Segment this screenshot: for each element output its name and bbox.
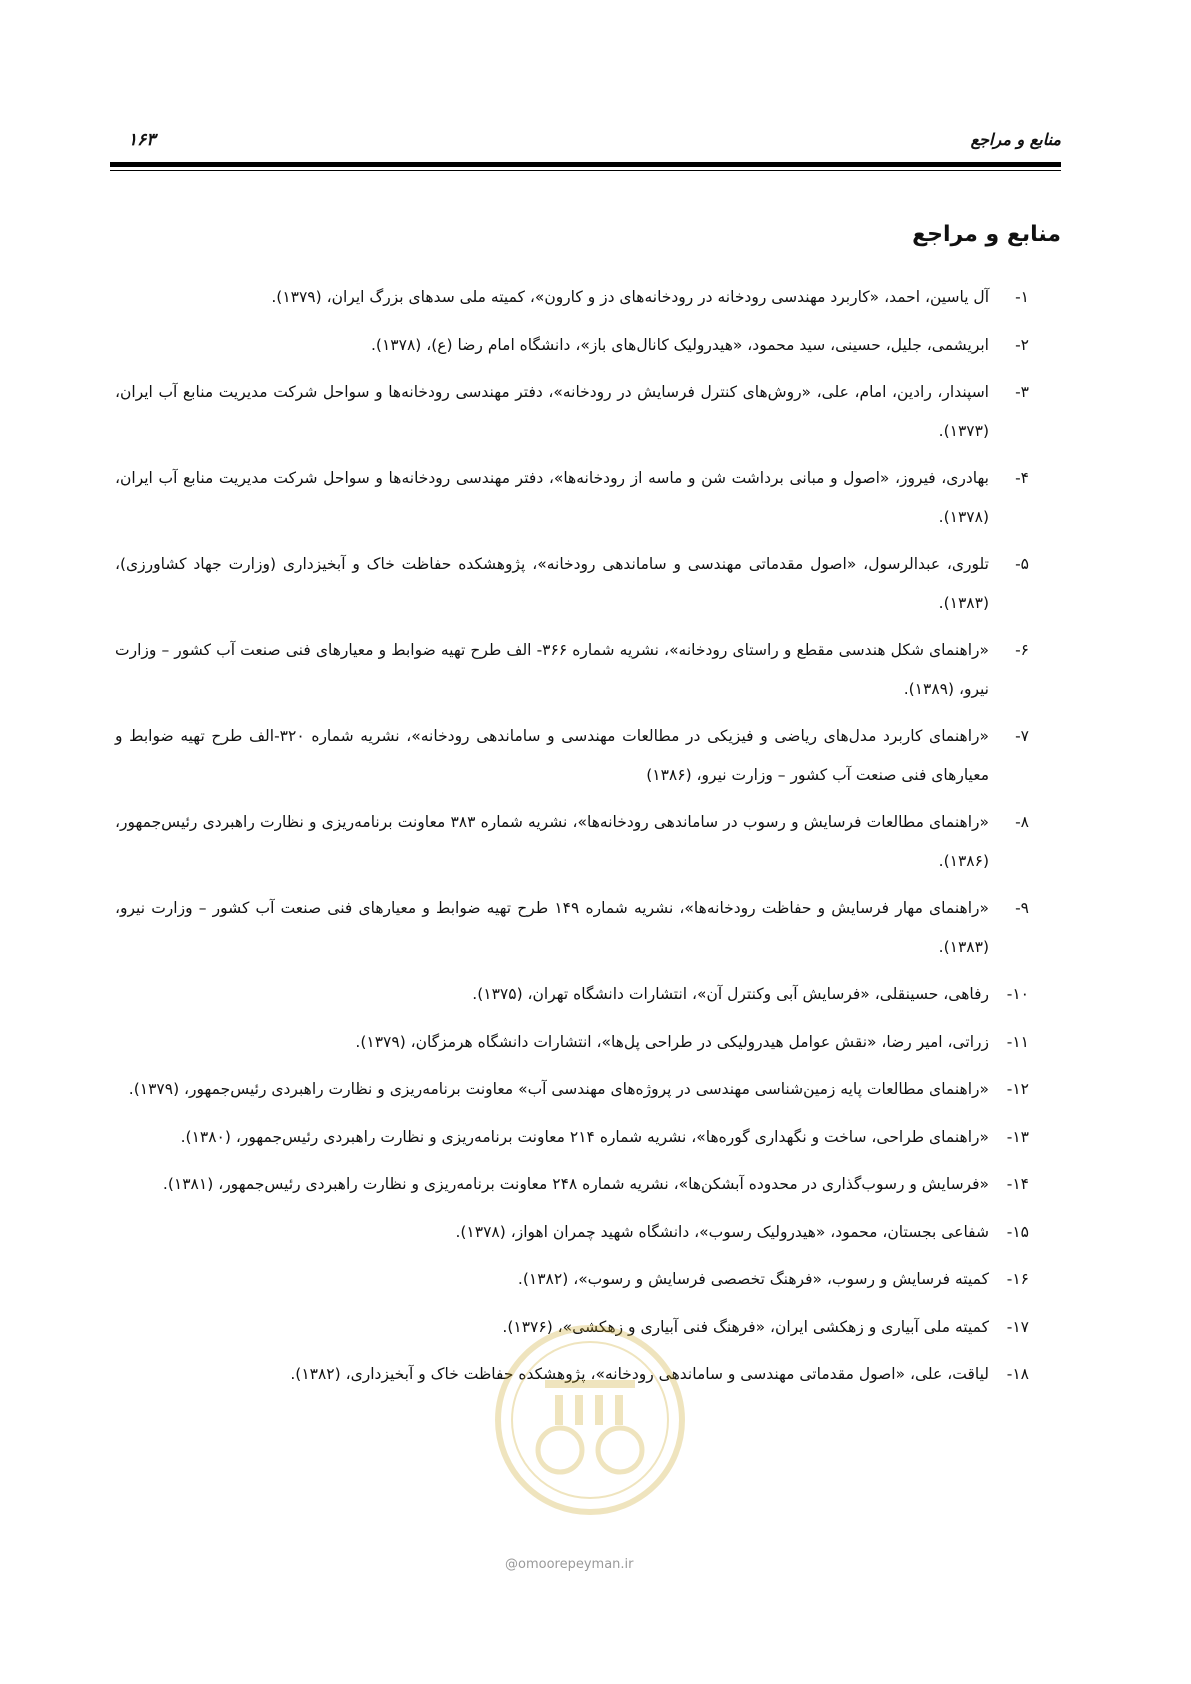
reference-number: ۵- xyxy=(1015,555,1029,573)
reference-number: ۱۷- xyxy=(1006,1317,1029,1336)
reference-text: لیاقت، علی، «اصول مقدماتی مهندسی و ساماندهی رودخانه»، پژوهشکده حفاظت خاک و آبخیزداری، (۱۳۸۲). xyxy=(290,1365,989,1383)
reference-text: ابریشمی، جلیل، حسینی، سید محمود، «هیدرولیک کانال‌های باز»، دانشگاه امام رضا (ع)، (۱۳۷۸). xyxy=(370,335,989,354)
reference-text: تلوری، عبدالرسول، «اصول مقدماتی مهندسی و ساماندهی رودخانه»، پژوهشکده حفاظت خاک و آبخیزداری (وزارت جهاد کشاورزی)، (۱۳۸۳). xyxy=(115,555,989,612)
reference-item xyxy=(115,803,1029,880)
reference-item xyxy=(115,1213,1029,1252)
reference-number: ۳- xyxy=(1015,383,1029,401)
reference-item xyxy=(115,717,1029,794)
reference-number: ۲- xyxy=(1015,335,1029,354)
reference-text: کمیته فرسایش و رسوب، «فرهنگ تخصصی فرسایش و رسوب»، (۱۳۸۲). xyxy=(517,1270,989,1288)
reference-number: ۶- xyxy=(1015,641,1029,659)
reference-text: زراتی، امیر رضا، «نقش عوامل هیدرولیکی در طراحی پل‌ها»، انتشارات دانشگاه هرمزگان، (۱۳۷۹). xyxy=(355,1032,989,1051)
reference-text: «راهنمای طراحی، ساخت و نگهداری گوره‌ها»، نشریه شماره ۲۱۴ معاونت برنامه‌ریزی و نظارت راهبردی رئیس‌جمهور، (۱۳۸۰). xyxy=(180,1127,989,1146)
reference-number: ۸- xyxy=(1015,813,1029,831)
reference-list xyxy=(115,278,1029,1403)
reference-item xyxy=(115,326,1029,365)
reference-item xyxy=(115,1260,1029,1299)
running-head: منابع و مراجع xyxy=(970,130,1061,149)
reference-number: ۱۵- xyxy=(1006,1222,1029,1241)
reference-text: «راهنمای مطالعات پایه زمین‌شناسی مهندسی در پروژه‌های مهندسی آب» معاونت برنامه‌ریزی و نظارت راهبردی رئیس‌جمهور، (۱۳۷۹). xyxy=(128,1080,989,1098)
reference-text: شفاعی بجستان، محمود، «هیدرولیک رسوب»، دانشگاه شهید چمران اهواز، (۱۳۷۸). xyxy=(455,1222,989,1241)
watermark-site: @omoorepeyman.ir xyxy=(505,1557,634,1572)
reference-item xyxy=(115,373,1029,450)
reference-number: ۹- xyxy=(1015,899,1029,917)
reference-text: اسپندار، رادین، امام، علی، «روش‌های کنترل فرسایش در رودخانه»، دفتر مهندسی رودخانه‌ها و سواحل شرکت مدیریت منابع آب ایران، (۱۳۷۳). xyxy=(115,383,989,440)
watermark-logo-icon xyxy=(490,1320,690,1520)
reference-item xyxy=(115,1118,1029,1157)
reference-number: ۴- xyxy=(1015,469,1029,487)
reference-item xyxy=(115,545,1029,622)
reference-text: رفاهی، حسینقلی، «فرسایش آبی وکنترل آن»، انتشارات دانشگاه تهران، (۱۳۷۵). xyxy=(472,985,989,1003)
reference-number: ۱۶- xyxy=(1006,1270,1029,1288)
page-number: ۱۶۳ xyxy=(128,130,156,150)
reference-item xyxy=(115,889,1029,966)
reference-text: بهادری، فیروز، «اصول و مبانی برداشت شن و ماسه از رودخانه‌ها»، دفتر مهندسی رودخانه‌ها و سواحل شرکت مدیریت منابع آب ایران، (۱۳۷۸). xyxy=(115,469,989,526)
header-rule-thick xyxy=(110,162,1061,167)
reference-item xyxy=(115,1023,1029,1062)
reference-number: ۷- xyxy=(1015,727,1029,745)
reference-text: «راهنمای کاربرد مدل‌های ریاضی و فیزیکی در مطالعات مهندسی و ساماندهی رودخانه»، نشریه شماره ۳۲۰-الف طرح تهیه ضوابط و معیارهای فنی صنعت آب کشور – وزارت نیرو، (۱۳۸۶) xyxy=(115,727,989,784)
reference-text: آل یاسین، احمد، «کاربرد مهندسی رودخانه در رودخانه‌های دز و کارون»، کمیته ملی سدهای بزرگ ایران، (۱۳۷۹). xyxy=(271,288,989,306)
reference-number: ۱- xyxy=(1015,288,1029,306)
reference-text: «فرسایش و رسوب‌گذاری در محدوده آبشکن‌ها»، نشریه شماره ۲۴۸ معاونت برنامه‌ریزی و نظارت راهبردی رئیس‌جمهور، (۱۳۸۱). xyxy=(162,1175,989,1193)
reference-item xyxy=(115,631,1029,708)
reference-text: «راهنمای مهار فرسایش و حفاظت رودخانه‌ها»، نشریه شماره ۱۴۹ طرح تهیه ضوابط و معیارهای فنی صنعت آب کشور – وزارت نیرو، (۱۳۸۳). xyxy=(115,899,989,956)
reference-number: ۱۸- xyxy=(1006,1365,1029,1383)
reference-text: کمیته ملی آبیاری و زهکشی ایران، «فرهنگ فنی آبیاری و زهکشی»، (۱۳۷۶). xyxy=(502,1317,989,1336)
header-rule-thin xyxy=(110,170,1061,171)
reference-item xyxy=(115,278,1029,317)
reference-number: ۱۱- xyxy=(1006,1032,1029,1051)
reference-item xyxy=(115,459,1029,536)
reference-number: ۱۲- xyxy=(1006,1080,1029,1098)
reference-number: ۱۴- xyxy=(1006,1175,1029,1193)
reference-item xyxy=(115,1165,1029,1204)
reference-item xyxy=(115,1070,1029,1109)
reference-number: ۱۰- xyxy=(1006,985,1029,1003)
reference-text: «راهنمای مطالعات فرسایش و رسوب در ساماندهی رودخانه‌ها»، نشریه شماره ۳۸۳ معاونت برنامه‌ریزی و نظارت راهبردی رئیس‌جمهور، (۱۳۸۶). xyxy=(115,813,989,870)
reference-number: ۱۳- xyxy=(1006,1127,1029,1146)
reference-item xyxy=(115,975,1029,1014)
section-title: منابع و مراجع xyxy=(912,222,1061,247)
page-header xyxy=(110,130,1061,160)
reference-text: «راهنمای شکل هندسی مقطع و راستای رودخانه»، نشریه شماره ۳۶۶- الف طرح تهیه ضوابط و معیارهای فنی صنعت آب کشور – وزارت نیرو، (۱۳۸۹). xyxy=(115,641,989,698)
